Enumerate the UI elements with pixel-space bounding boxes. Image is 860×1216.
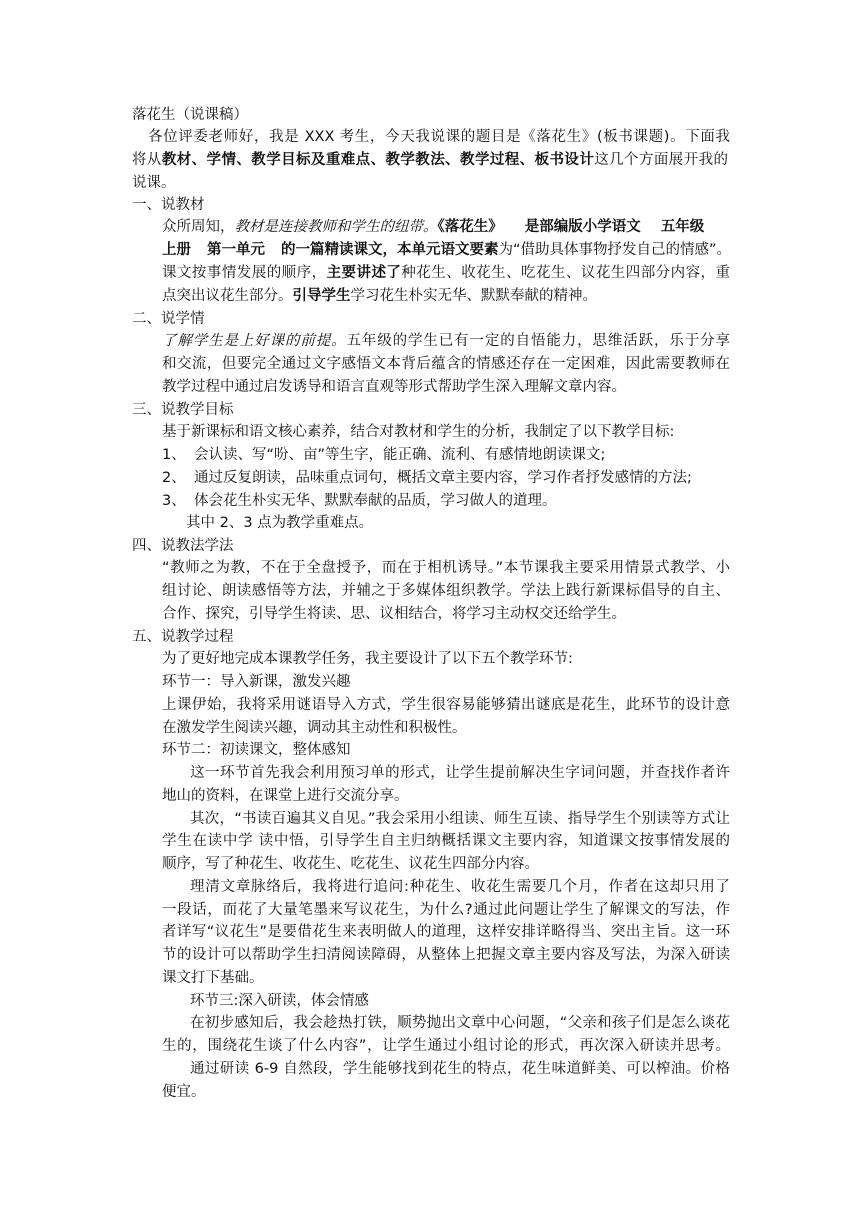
intro-bold-text: 教材、学情、教学目标及重难点、教学教法、教学过程、板书设计 — [161, 152, 595, 168]
section-heading: 四、说教法学法 — [132, 538, 234, 554]
step-heading: 环节二：初读课文，整体感知 — [162, 742, 351, 758]
paragraph-line: 生的，围绕花生谈了什么内容”，让学生通过小组讨论的形式，再次深入研读并思考。 — [162, 1038, 730, 1054]
paragraph-line: 课文按事情发展的顺序，主要讲述了种花生、收花生、吃花生、议花生四部分内容，重 — [162, 265, 731, 281]
paragraph-line: 课文打下基础。 — [162, 970, 264, 986]
paragraph-line: 地山的资料，在课堂上进行交流分享。 — [162, 788, 409, 804]
intro-line: 各位评委老师好，我是 XXX 考生，今天我说课的题目是《落花生》(板书课题)。下面我 — [148, 129, 730, 145]
paragraph-line: 顺序，写了种花生、收花生、吃花生、议花生四部分内容。 — [162, 856, 539, 872]
list-item: 2、 通过反复朗读，品味重点词句，概括文章主要内容，学习作者抒发感情的方法; — [162, 470, 692, 486]
paragraph-line: 者详写“议花生”是要借花生来表明做人的道理，这样安排详略得当、突出主旨。这一环 — [162, 924, 730, 940]
step-heading: 环节一：导入新课，激发兴趣 — [162, 674, 351, 690]
step-heading: 环节三:深入研读，体会情感 — [190, 993, 369, 1009]
section-heading: 一、说教材 — [132, 197, 205, 213]
paragraph-line: 便宜。 — [162, 1084, 206, 1100]
paragraph-line: 组讨论、朗读感悟等方法，并辅之于多媒体组织教学。学法上践行新课标倡导的自主、 — [162, 583, 730, 599]
intro-line: 将从教材、学情、教学目标及重难点、教学教法、教学过程、板书设计这几个方面展开我的 — [132, 152, 729, 168]
paragraph-line: 学生在读中学 读中悟，引导学生自主归纳概括课文主要内容，知道课文按事情发展的 — [162, 833, 730, 849]
paragraph-line: 为了更好地完成本课教学任务，我主要设计了以下五个教学环节: — [162, 651, 573, 667]
paragraph-line: 基于新课标和语文核心素养，结合对教材和学生的分析，我制定了以下教学目标: — [162, 424, 675, 440]
document-title: 落花生（说课稿） — [132, 107, 248, 123]
paragraph-line: 上课伊始，我将采用谜语导入方式，学生很容易能够猜出谜底是花生，此环节的设计意 — [162, 697, 730, 713]
list-item: 1、 会认读、写“吩、亩”等生字，能正确、流利、有感情地朗读课文; — [162, 447, 606, 463]
paragraph-line: 合作、探究，引导学生将读、思、议相结合，将学习主动权交还给学生。 — [162, 606, 626, 622]
paragraph-line: 理清文章脉络后，我将进行追问:种花生、收花生需要几个月，作者在这却只用了 — [190, 879, 730, 895]
section-heading: 五、说教学过程 — [132, 629, 234, 645]
paragraph-line: 其次，“书读百遍其义自见。”我会采用小组读、师生互读、指导学生个别读等方式让 — [190, 811, 730, 827]
paragraph-line: 教学过程中通过启发诱导和语言直观等形式帮助学生深入理解文章内容。 — [162, 379, 626, 395]
section-heading: 三、说教学目标 — [132, 402, 234, 418]
paragraph-line: “教师之为教，不在于全盘授予，而在于相机诱导。”本节课我主要采用情景式教学、小 — [162, 560, 730, 576]
section-heading: 二、说学情 — [132, 311, 205, 327]
paragraph-line: 这一环节首先我会利用预习单的形式，让学生提前解决生字词问题，并查找作者许 — [190, 765, 730, 781]
paragraph-line: 众所周知，教材是连接教师和学生的纽带。《落花生》 是部编版小学语文 五年级 — [162, 219, 705, 235]
paragraph-line: 其中 2、3 点为教学重难点。 — [186, 515, 374, 531]
italic-text: 教材是连接教师和学生的纽带。 — [234, 219, 438, 235]
paragraph-line: 通过研读 6-9 自然段，学生能够找到花生的特点，花生味道鲜美、可以榨油。价格 — [190, 1061, 730, 1077]
intro-line: 说课。 — [132, 175, 176, 191]
paragraph-line: 上册 第一单元 的一篇精读课文，本单元语文要素为“借助具体事物抒发自己的情感”。 — [162, 242, 732, 258]
paragraph-line: 点突出议花生部分。引导学生学习花生朴实无华、默默奉献的精神。 — [162, 288, 597, 304]
list-item: 3、 体会花生朴实无华、默默奉献的品质，学习做人的道理。 — [162, 493, 557, 509]
paragraph-line: 节的设计可以帮助学生扫清阅读障碍，从整体上把握文章主要内容及写法，为深入研读 — [162, 947, 730, 963]
paragraph-line: 一段话，而花了大量笔墨来写议花生，为什么?通过此问题让学生了解课文的写法，作 — [162, 902, 730, 918]
paragraph-line: 了解学生是上好课的前提。五年级的学生已有一定的自悟能力，思维活跃，乐于分享 — [162, 333, 730, 349]
paragraph-line: 和交流，但要完全通过文字感悟文本背后蕴含的情感还存在一定困难，因此需要教师在 — [162, 356, 730, 372]
paragraph-line: 在初步感知后，我会趁热打铁，顺势抛出文章中心问题，“父亲和孩子们是怎么谈花 — [190, 1015, 730, 1031]
paragraph-line: 在激发学生阅读兴趣，调动其主动性和积极性。 — [162, 720, 467, 736]
